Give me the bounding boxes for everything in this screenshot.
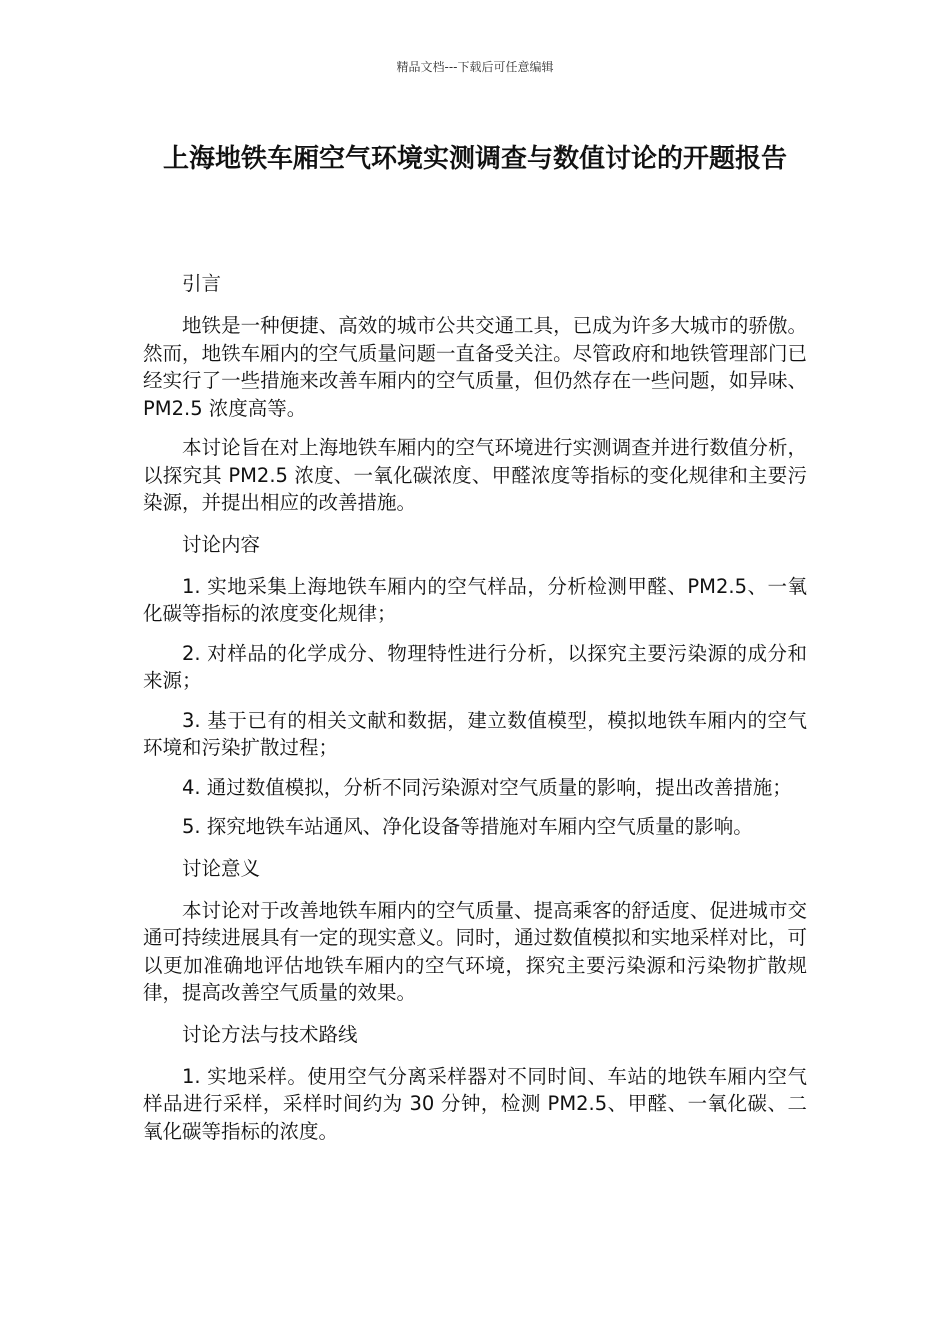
- intro-heading: 引言: [182, 272, 222, 295]
- content-heading: 讨论内容: [182, 532, 261, 556]
- method-item: 1. 实地采样。使用空气分离采样器对不同时间、车站的地铁车厢内空气样品进行采样，采样时间约为 30 分钟，检测 PM2.5、甲醛、一氧化碳、二氧化碳等指标的浓度。: [143, 1064, 807, 1143]
- method-heading: 讨论方法与技术路线: [182, 1022, 358, 1046]
- significance-heading: 讨论意义: [182, 856, 261, 880]
- significance-paragraph: 本讨论对于改善地铁车厢内的空气质量、提高乘客的舒适度、促进城市交通可持续进展具有一定的现实意义。同时，通过数值模拟和实地采样对比，可以更加准确地评估地铁车厢内的空气环境，探究主要污染源和污染物扩散规律，提高改善空气质量的效果。: [143, 898, 807, 1004]
- content-item: 3. 基于已有的相关文献和数据，建立数值模型，模拟地铁车厢内的空气环境和污染扩散过程；: [143, 708, 807, 759]
- content-item: 2. 对样品的化学成分、物理特性进行分析，以探究主要污染源的成分和来源；: [143, 641, 807, 692]
- intro-paragraph-1: 地铁是一种便捷、高效的城市公共交通工具，已成为许多大城市的骄傲。然而，地铁车厢内的空气质量问题一直备受关注。尽管政府和地铁管理部门已经实行了一些措施来改善车厢内的空气质量，但仍然存在一些问题，如异味、PM2.5 浓度高等。: [143, 314, 807, 420]
- header-note: 精品文档---下载后可任意编辑: [396, 60, 554, 74]
- content-item: 5. 探究地铁车站通风、净化设备等措施对车厢内空气质量的影响。: [182, 815, 753, 838]
- document-title: 上海地铁车厢空气环境实测调查与数值讨论的开题报告: [162, 144, 787, 174]
- content-item: 4. 通过数值模拟，分析不同污染源对空气质量的影响，提出改善措施；: [182, 775, 792, 799]
- content-item: 1. 实地采集上海地铁车厢内的空气样品，分析检测甲醛、PM2.5、一氧化碳等指标的浓度变化规律；: [143, 574, 807, 625]
- document-body: [143, 268, 807, 1157]
- intro-paragraph-2: 本讨论旨在对上海地铁车厢内的空气环境进行实测调查并进行数值分析，以探究其 PM2.5 浓度、一氧化碳浓度、甲醛浓度等指标的变化规律和主要污染源，并提出相应的改善措施。: [143, 436, 807, 514]
